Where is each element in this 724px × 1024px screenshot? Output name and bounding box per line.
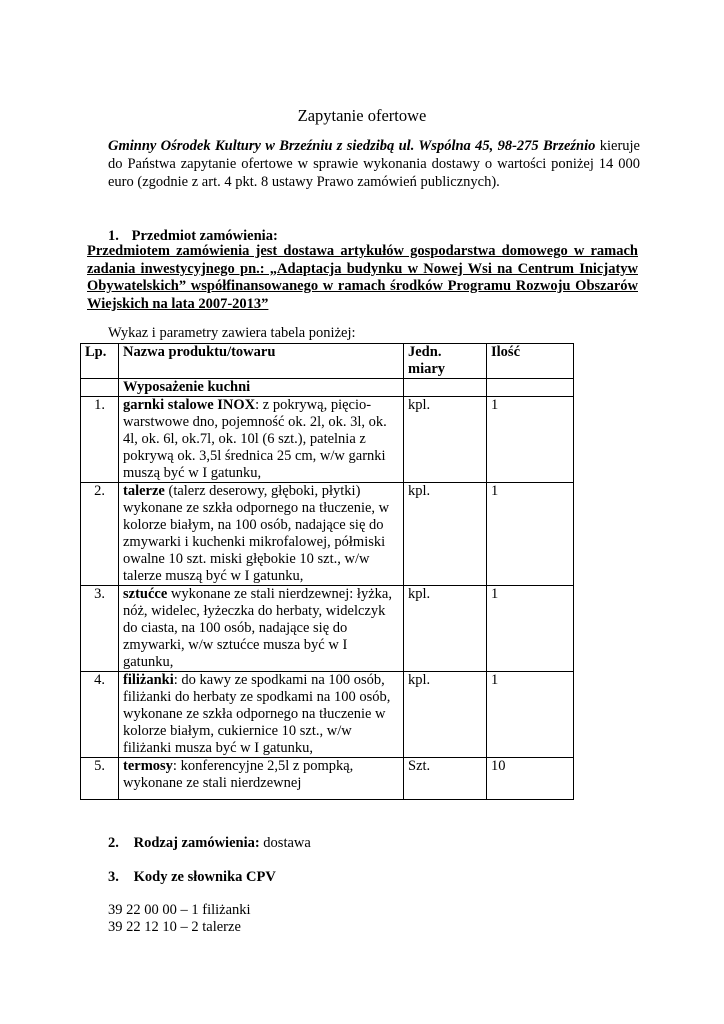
header-qty: Ilość [487, 344, 574, 379]
table-row [81, 758, 574, 800]
section-3-heading: 3. Kody ze słownika CPV [108, 869, 276, 885]
order-subject: Przedmiotem zamówienia jest dostawa artykułów gospodarstwa domowego w ramach zadania inwestycyjnego pn.: „Adaptacja budynku w Nowej Wsi na Centrum Inicjatyw Obywatelskich” współfinansowanego w ramach środków Programu Rozwoju Obszarów Wiejskich na lata 2007-2013” [87, 243, 638, 312]
row-unit: kpl. [404, 397, 487, 483]
cpv-item: 39 22 00 00 – 1 filiżanki [108, 902, 251, 918]
row-qty: 1 [487, 483, 574, 586]
page-title: Zapytanie ofertowe [297, 106, 427, 125]
row-lp: 2. [81, 483, 119, 586]
row-name: filiżanki: do kawy ze spodkami na 100 osób, filiżanki do herbaty ze spodkami na 100 osób, wykonane ze szkła odpornego na tłuczenie w kolorze białym, cukiernice 10 szt., w/w filiżanki musza być w I gatunku, [119, 672, 404, 758]
row-unit: kpl. [404, 483, 487, 586]
row-unit: kpl. [404, 672, 487, 758]
row-lp: 4. [81, 672, 119, 758]
row-name: talerze (talerz deserowy, głęboki, płytki) wykonane ze szkła odpornego na tłuczenie, w kolorze białym, na 100 osób, nadające się do zmywarki i kuchenki mikrofalowej, półmiski owalne 10 szt. miski głębokie 10 szt., w/w talerze muszą być w I gatunku, [119, 483, 404, 586]
row-qty: 1 [487, 397, 574, 483]
table-group-row [81, 379, 574, 397]
cpv-item: 39 22 12 10 – 2 talerze [108, 919, 241, 935]
products-table [80, 343, 574, 800]
row-name: termosy: konferencyjne 2,5l z pompką, wykonane ze stali nierdzewnej [119, 758, 404, 800]
group-label: Wyposażenie kuchni [119, 379, 404, 397]
section-2: 2. Rodzaj zamówienia: dostawa [108, 835, 311, 851]
header-lp: Lp. [81, 344, 119, 379]
intro-paragraph [108, 137, 640, 191]
table-intro: Wykaz i parametry zawiera tabela poniżej: [108, 325, 356, 341]
row-qty: 10 [487, 758, 574, 800]
row-lp: 5. [81, 758, 119, 800]
row-lp: 3. [81, 586, 119, 672]
intro-organization: Gminny Ośrodek Kultury w Brzeźniu z siedzibą ul. Wspólna 45, 98-275 Brzeźnio [108, 138, 596, 154]
row-unit: kpl. [404, 586, 487, 672]
row-name: sztućce wykonane ze stali nierdzewnej: łyżka, nóż, widelec, łyżeczka do herbaty, widelczyk do ciasta, na 100 osób, nadające się do zmywarki, w/w sztućce musza być w I gatunku, [119, 586, 404, 672]
cpv-list [108, 902, 251, 936]
table-row [81, 586, 574, 672]
header-name: Nazwa produktu/towaru [119, 344, 404, 379]
row-name: garnki stalowe INOX: z pokrywą, pięcio-warstwowe dno, pojemność ok. 2l, ok. 3l, ok. 4l, ok. 6l, ok.7l, ok. 10l (6 szt.), patelnia z pokrywą ok. 3,5l średnica 25 cm, w/w garnki muszą być w I gatunku, [119, 397, 404, 483]
header-unit: Jedn. miary [404, 344, 487, 379]
table-row [81, 483, 574, 586]
intro-text: kieruje do Państwa zapytanie ofertowe w sprawie wykonania dostawy o wartości poniżej 14 000 euro (zgodnie z art. 4 pkt. 8 ustawy Prawo zamówień publicznych). [108, 138, 640, 190]
row-qty: 1 [487, 672, 574, 758]
row-unit: Szt. [404, 758, 487, 800]
table-header-row [81, 344, 574, 379]
section-1-heading: 1. Przedmiot zamówienia: [108, 228, 278, 244]
row-lp: 1. [81, 397, 119, 483]
table-row [81, 672, 574, 758]
table-row [81, 397, 574, 483]
row-qty: 1 [487, 586, 574, 672]
